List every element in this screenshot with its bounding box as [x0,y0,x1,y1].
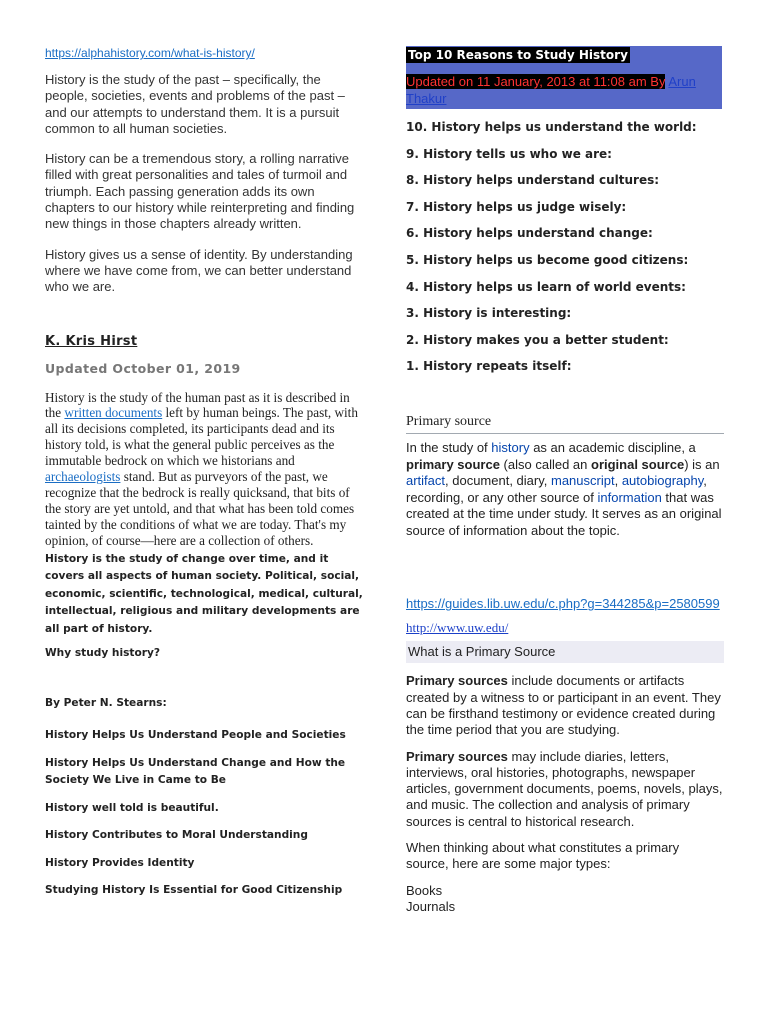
hirst-text-2: left by human beings. The past, with all its decisions completed, its participants dead and its history told, is what the general public perceives as the immutable bedrock on which we historians and [45,405,358,469]
list-item: History Helps Us Understand Change and How the Society We Live in Came to Be [45,756,346,787]
ps-text: , document, diary, [445,473,551,489]
list-item: Studying History Is Essential for Good Citizenship [45,884,343,897]
manuscript-wiki-link[interactable]: manuscript [551,473,615,489]
list-item: Journals [406,898,456,914]
top-ten-reasons-list [406,119,724,374]
alphahistory-link[interactable]: https://alphahistory.com/what-is-history/ [45,46,255,60]
primary-sources-definition [406,673,724,738]
history-definition-paragraph: History is the study of the past – specifically, the people, societies, events and problems of the past – and our attempts to understand them. It is a pursuit common to all human societies. [45,72,345,136]
list-item: History Provides Identity [45,856,195,869]
banner-updated-line [406,64,722,109]
list-item: 7. History helps us judge wisely: [406,199,627,214]
artifact-wiki-link[interactable]: artifact [406,473,446,489]
list-item: 6. History helps understand change: [406,226,653,241]
hirst-paragraph [45,390,367,549]
source-types-list [406,883,724,915]
history-story-paragraph: History can be a tremendous story, a rolling narrative filled with great personalities and tales of turmoil and triumph. Each passing generation adds its own chapters to our history while reinterpreting and finding new things in those chapters already written. [45,151,355,232]
ps-text: as an academic discipline, a [529,440,696,456]
stearns-reasons-list [45,727,367,900]
uw-home-link[interactable]: http://www.uw.edu/ [406,620,509,636]
ps-text: , recording, or any other source of [406,473,707,505]
top-reasons-banner [406,46,722,109]
primary-source-paragraph [406,440,724,539]
list-item: History Contributes to Moral Understanding [45,829,308,842]
banner-updated-text: Updated on 11 January, 2013 at 11:08 am By [406,74,666,89]
hirst-text-1: History is the study of the human past as it is described in the [45,389,350,421]
author-link[interactable]: Arun Thakur [406,74,696,106]
list-item: 2. History makes you a better student: [406,332,669,347]
primary-source-heading: Primary source [406,414,724,434]
history-identity-paragraph: History gives us a sense of identity. By understanding where we have come from, we can better understand who we are. [45,246,353,295]
information-wiki-link[interactable]: information [597,489,662,505]
banner-title: Top 10 Reasons to Study History [408,48,628,62]
author-name: K. Kris Hirst [45,333,138,349]
what-is-primary-source-heading: What is a Primary Source [406,641,724,663]
bold-term: Primary sources [406,748,508,764]
major-types-intro: When thinking about what constitutes a primary source, here are some major types: [406,840,680,872]
left-column [45,46,367,910]
bold-term: Primary sources [406,673,508,689]
archaeologists-link[interactable]: archaeologists [45,469,121,485]
list-item: 4. History helps us learn of world events: [406,279,686,294]
ps-text: In the study of [406,440,492,456]
ps-bold-term: primary source [406,456,500,472]
stearns-byline: By Peter N. Stearns: [45,697,167,710]
written-documents-link[interactable]: written documents [64,405,163,421]
paragraph-text: include documents or artifacts created by a witness to or participant in an event. They can be firsthand testimony or evidence created during the time period that you are studying. [406,673,721,738]
hirst-text-3: stand. But as purveyors of the past, we recognize that the bedrock is really quicksand, that bits of the story are yet untold, and that what has been told comes tainted by the conditions of what we are today. That's my opinion, of course—here are a collection of others. [45,469,355,548]
why-study-heading: Why study history? [45,647,161,660]
history-wiki-link[interactable]: history [491,440,530,456]
list-item: 5. History helps us become good citizens: [406,252,689,267]
list-item: 10. History helps us understand the world: [406,120,697,134]
list-item: 8. History helps understand cultures: [406,173,660,188]
list-item: 3. History is interesting: [406,306,572,321]
ps-text: ) is an [684,456,720,472]
list-item: 1. History repeats itself: [406,359,572,374]
paragraph-text: may include diaries, letters, interviews, oral histories, photographs, newspaper articles, government documents, poems, novels, plays, and music. The collection and analysis of primary sources is central to historical research. [406,748,723,829]
ps-text: (also called an [499,456,591,472]
list-item: 9. History tells us who we are: [406,146,612,161]
list-item: History well told is beautiful. [45,801,219,814]
change-over-time-paragraph: History is the study of change over time, and it covers all aspects of human society. Political, social, economic, scientific, technological, medical, cultural, intellectual, religious and military developments are all part of history. [45,552,363,635]
ps-text: , [614,473,622,489]
primary-sources-examples [406,749,724,830]
ps-bold-term: original source [591,456,685,472]
list-item: History Helps Us Understand People and Societies [45,729,346,742]
right-column [406,46,724,915]
autobiography-wiki-link[interactable]: autobiography [621,473,704,489]
list-item: Books [406,882,443,898]
updated-date: Updated October 01, 2019 [45,360,241,376]
uw-guides-link[interactable]: https://guides.lib.uw.edu/c.php?g=344285&p=2580599 [406,596,720,612]
ps-text: that was created at the time under study. It serves as an original source of information about the topic. [406,489,722,538]
